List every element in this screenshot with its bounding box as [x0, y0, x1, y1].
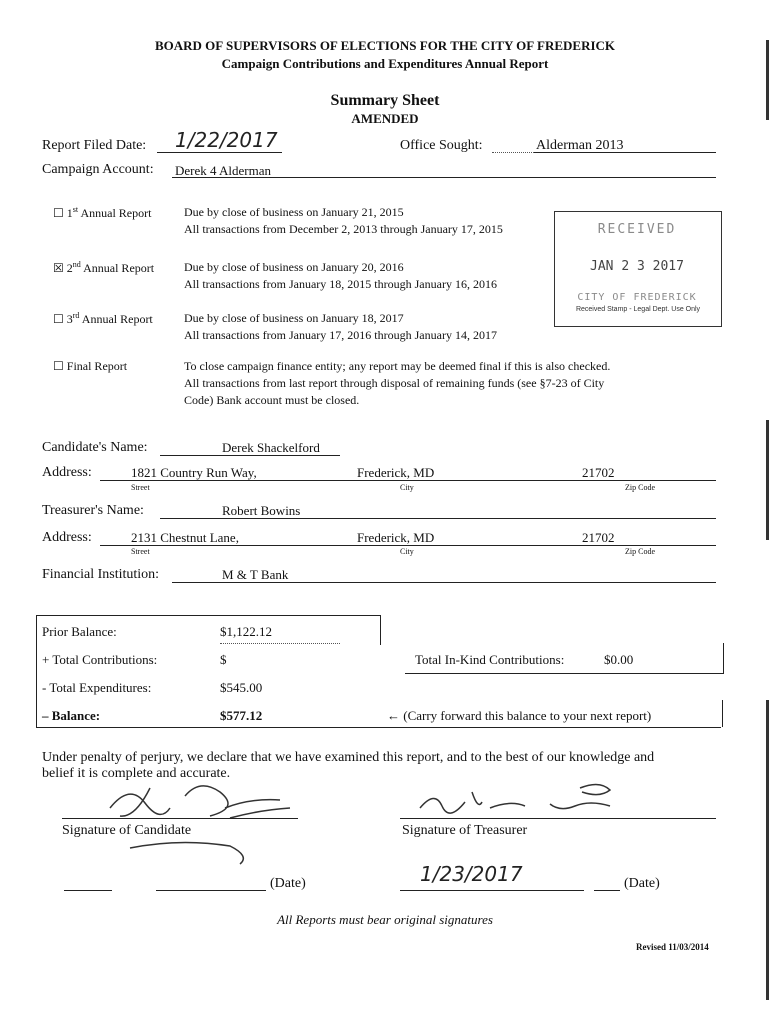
attestation-line-1: Under penalty of perjury, we declare that we have examined this report, and to the best of our knowledge and	[42, 750, 655, 765]
total-expenditures-value: $545.00	[220, 680, 263, 695]
report-2-title: ☒ 2nd Annual Report	[53, 260, 155, 275]
candidate-address-line	[100, 480, 716, 481]
candidate-street-caption: Street	[131, 483, 150, 492]
scan-edge-mark	[766, 40, 769, 120]
report-2-due: Due by close of business on January 20, 2016	[184, 260, 404, 274]
report-filed-label: Report Filed Date:	[42, 138, 147, 153]
campaign-account-line	[172, 177, 716, 178]
total-contributions-label: + Total Contributions:	[42, 652, 158, 667]
treasurer-zip: 21702	[582, 530, 615, 545]
treasurer-city: Frederick, MD	[357, 530, 435, 545]
attestation-line-2: belief it is complete and accurate.	[42, 766, 231, 781]
report-3-due: Due by close of business on January 18, 2017	[184, 311, 404, 325]
treasurer-date-line-a	[400, 890, 584, 891]
original-signatures-note: All Reports must bear original signatures	[277, 912, 493, 927]
treasurer-signature-line	[400, 818, 716, 819]
amended-label: AMENDED	[351, 111, 419, 126]
office-sought-label: Office Sought:	[400, 138, 483, 153]
candidate-name-value: Derek Shackelford	[222, 440, 320, 455]
financial-institution-value: M & T Bank	[222, 567, 289, 582]
candidate-street: 1821 Country Run Way,	[131, 465, 257, 480]
treasurer-zip-caption: Zip Code	[625, 547, 655, 556]
treasurer-address-line	[100, 545, 716, 546]
prior-balance-value: $1,122.12	[220, 624, 272, 639]
treasurer-street: 2131 Chestnut Lane,	[131, 530, 239, 545]
candidate-date-line-b	[156, 890, 266, 891]
report-filed-line	[157, 152, 282, 153]
final-report-checkbox[interactable]: ☐	[53, 359, 64, 373]
scan-edge-mark	[766, 420, 769, 540]
total-expenditures-label: - Total Expenditures:	[42, 680, 152, 695]
candidate-name-label: Candidate's Name:	[42, 440, 148, 455]
financial-institution-line	[172, 582, 716, 583]
in-kind-value: $0.00	[604, 652, 634, 667]
treasurer-signature-label: Signature of Treasurer	[402, 823, 528, 838]
summary-box-bottom	[36, 727, 721, 728]
treasurer-date-line-b	[594, 890, 620, 891]
campaign-account-value: Derek 4 Alderman	[175, 163, 272, 178]
board-title: BOARD OF SUPERVISORS OF ELECTIONS FOR THE CITY OF FREDERICK	[154, 38, 616, 53]
final-report-line-1: To close campaign finance entity; any report may be deemed final if this is also checked.	[184, 359, 611, 373]
treasurer-name-value: Robert Bowins	[222, 503, 301, 518]
candidate-signature-label: Signature of Candidate	[62, 823, 192, 838]
report-1-transactions: All transactions from December 2, 2013 through January 17, 2015	[184, 222, 503, 236]
final-report-line-2: All transactions from last report through disposal of remaining funds (see §7-23 of City	[184, 376, 605, 390]
report-3-title: ☐ 3rd Annual Report	[53, 311, 153, 326]
treasurer-address-label: Address:	[42, 530, 92, 545]
stamp-date: JAN 2 3 2017	[590, 259, 684, 274]
report-filed-date-handwritten: 1/22/2017	[175, 128, 278, 152]
stamp-office: CITY OF FREDERICK	[577, 292, 697, 303]
prior-balance-label: Prior Balance:	[42, 624, 117, 639]
candidate-zip-caption: Zip Code	[625, 483, 655, 492]
final-report-title: ☐ Final Report	[53, 359, 128, 373]
campaign-account-label: Campaign Account:	[42, 162, 154, 177]
report-1-title: ☐ 1st Annual Report	[53, 205, 152, 220]
candidate-name-line	[160, 455, 340, 456]
revised-date: Revised 11/03/2014	[636, 942, 709, 952]
report-2-checkbox[interactable]: ☒	[53, 261, 64, 275]
treasurer-city-caption: City	[400, 547, 414, 556]
treasurer-street-caption: Street	[131, 547, 150, 556]
prior-balance-dotted	[220, 643, 340, 644]
report-1-checkbox[interactable]: ☐	[53, 206, 64, 220]
report-title: Campaign Contributions and Expenditures Annual Report	[221, 56, 549, 71]
in-kind-label: Total In-Kind Contributions:	[415, 652, 565, 667]
candidate-zip: 21702	[582, 465, 615, 480]
carry-forward-note: ← (Carry forward this balance to your next report)	[387, 708, 652, 723]
balance-label: – Balance:	[42, 708, 101, 723]
summary-box-right-edge	[380, 615, 381, 645]
total-contributions-value: $	[220, 652, 227, 667]
treasurer-date-handwritten: 1/23/2017	[420, 862, 523, 886]
stamp-caption: Received Stamp - Legal Dept. Use Only	[575, 306, 701, 313]
candidate-city-caption: City	[400, 483, 414, 492]
stamp-received: RECEIVED	[597, 222, 677, 237]
report-2-transactions: All transactions from January 18, 2015 through January 16, 2016	[184, 277, 497, 291]
treasurer-name-label: Treasurer's Name:	[42, 503, 144, 518]
report-3-transactions: All transactions from January 17, 2016 through January 14, 2017	[184, 328, 497, 342]
office-sought-line	[534, 152, 716, 153]
carry-forward-right-edge	[722, 700, 723, 727]
report-1-due: Due by close of business on January 21, 2015	[184, 205, 404, 219]
financial-institution-label: Financial Institution:	[42, 567, 160, 582]
sheet-title: Summary Sheet	[330, 92, 440, 109]
treasurer-date-label: (Date)	[624, 876, 660, 891]
scan-edge-mark	[766, 700, 769, 1000]
balance-value: $577.12	[220, 708, 263, 723]
candidate-city: Frederick, MD	[357, 465, 435, 480]
office-sought-dotted	[492, 152, 534, 153]
treasurer-name-line	[160, 518, 716, 519]
candidate-signature-line	[62, 818, 298, 819]
final-report-line-3: Code) Bank account must be closed.	[184, 393, 360, 407]
report-3-checkbox[interactable]: ☐	[53, 312, 64, 326]
candidate-date-line-a	[64, 890, 112, 891]
office-sought-value: Alderman 2013	[536, 138, 624, 153]
candidate-date-label: (Date)	[270, 876, 306, 891]
candidate-address-label: Address:	[42, 465, 92, 480]
